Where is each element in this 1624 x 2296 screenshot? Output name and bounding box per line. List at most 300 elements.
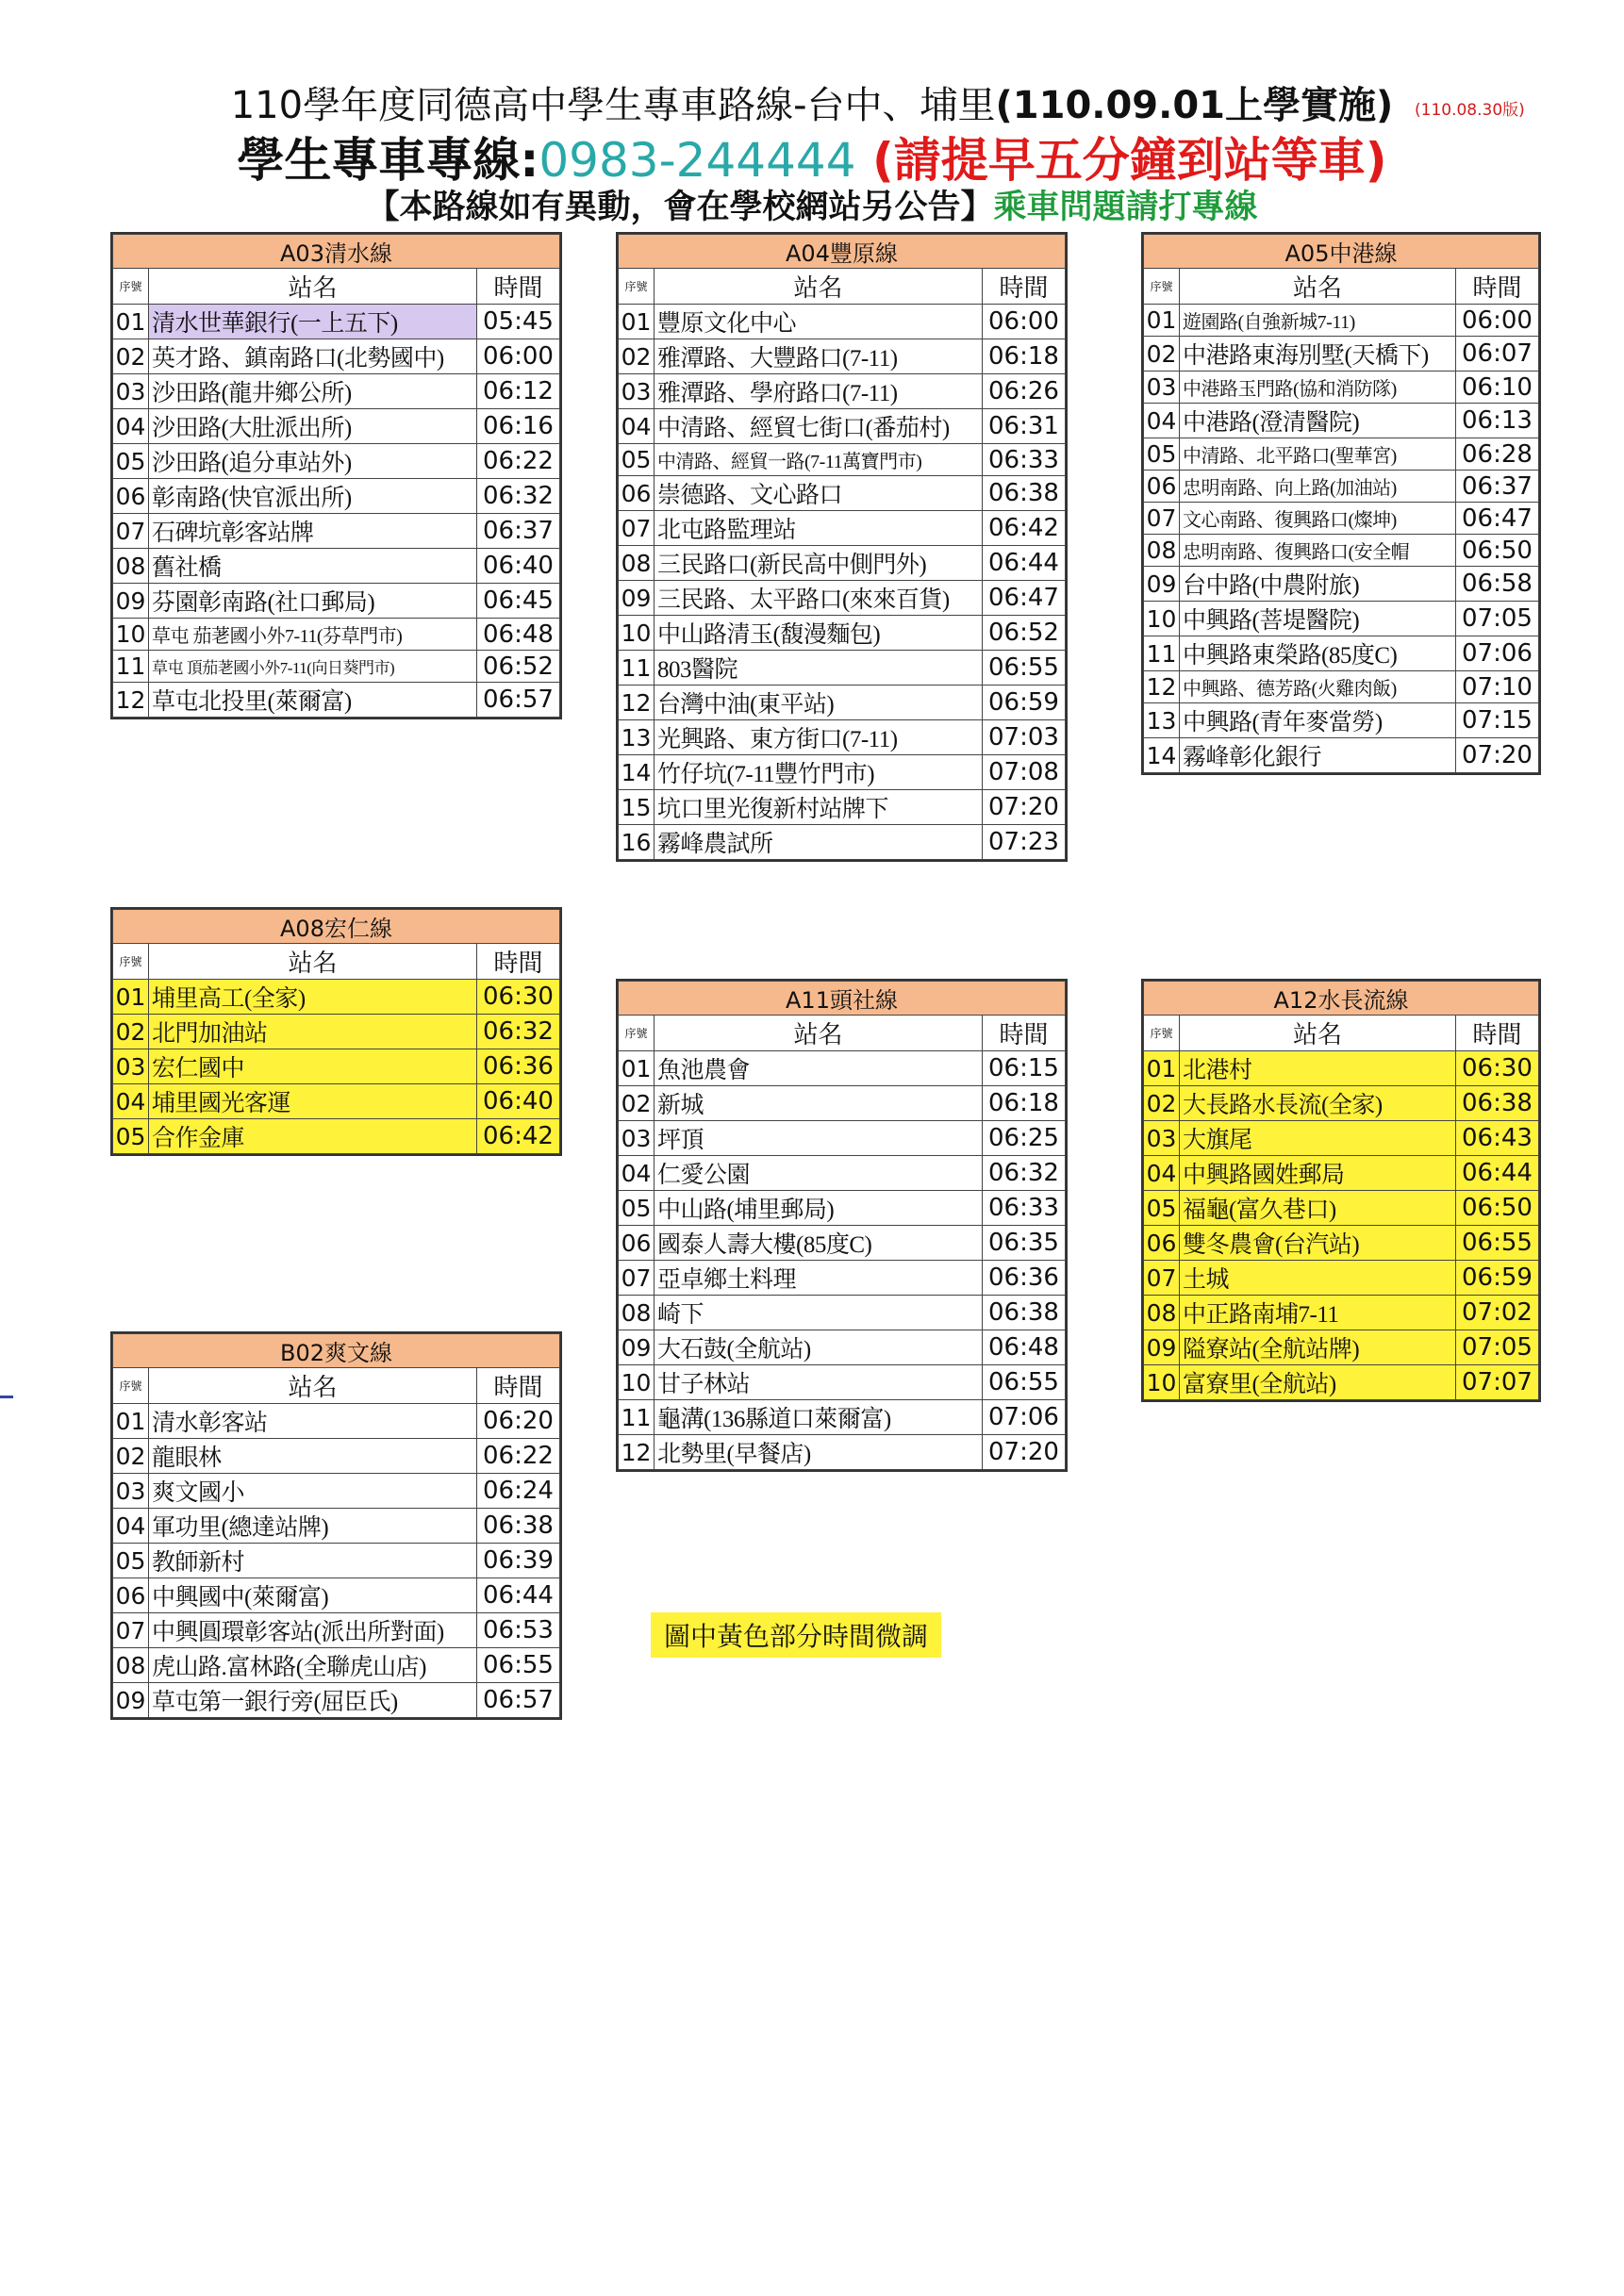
stop-time: 06:16: [476, 409, 559, 444]
stop-row: [619, 1330, 1066, 1365]
stop-column-header: 站名: [149, 1368, 477, 1404]
stop-row: [1144, 1261, 1539, 1296]
stop-time: 06:55: [476, 1648, 559, 1683]
stop-seq: 08: [1144, 535, 1180, 567]
stop-name: 魚池農會: [655, 1051, 983, 1086]
route-name: A03清水線: [113, 235, 560, 269]
stop-row: [619, 305, 1066, 339]
stop-time: 06:20: [476, 1404, 559, 1439]
stop-seq: 05: [619, 444, 655, 476]
stop-row: [619, 825, 1066, 860]
stop-name: 沙田路(大肚派出所): [149, 409, 477, 444]
column-header-row: [113, 944, 560, 980]
stop-name: 土城: [1180, 1261, 1456, 1296]
stop-name: 光興路、東方街口(7-11): [655, 720, 983, 755]
stop-row: [113, 514, 560, 549]
stop-column-header: 站名: [655, 1016, 983, 1051]
stop-column-header: 站名: [655, 269, 983, 305]
stop-name: 中港路玉門路(協和消防隊): [1180, 372, 1456, 404]
stop-time: 06:32: [476, 1015, 559, 1049]
stop-seq: 07: [113, 514, 149, 549]
stop-time: 06:00: [982, 305, 1065, 339]
stop-time: 06:37: [1455, 471, 1538, 503]
stop-row: [1144, 1051, 1539, 1086]
stop-seq: 04: [113, 1509, 149, 1544]
stop-time: 06:52: [476, 651, 559, 683]
stop-name: 草屯 頂茄荖國小外7-11(向日葵門市): [149, 651, 477, 683]
route-table-a11: [616, 979, 1068, 1472]
stop-seq: 08: [619, 1296, 655, 1330]
stop-time: 07:20: [1455, 738, 1538, 773]
stop-name: 中清路、北平路口(聖華宮): [1180, 438, 1456, 471]
stop-row: [113, 339, 560, 374]
stop-seq: 01: [1144, 305, 1180, 337]
stop-time: 07:05: [1455, 1330, 1538, 1365]
hotline-label: 學生專車專線:: [237, 133, 539, 188]
stop-row: [1144, 404, 1539, 438]
stop-column-header: 站名: [1180, 1016, 1456, 1051]
stop-seq: 09: [619, 1330, 655, 1365]
stop-time: 06:58: [1455, 567, 1538, 602]
stop-row: [1144, 1121, 1539, 1156]
stop-name: 中清路、經貿一路(7-11萬寶門市): [655, 444, 983, 476]
stop-row: [1144, 471, 1539, 503]
stop-row: [619, 581, 1066, 616]
stop-name: 豐原文化中心: [655, 305, 983, 339]
stop-name: 崎下: [655, 1296, 983, 1330]
seq-column-header: 序號: [113, 944, 149, 980]
stop-row: [619, 444, 1066, 476]
stop-seq: 02: [1144, 337, 1180, 372]
stop-name: 芬園彰南路(社口郵局): [149, 584, 477, 619]
stop-name: 埔里國光客運: [149, 1084, 477, 1119]
stop-row: [113, 479, 560, 514]
stop-time: 06:53: [476, 1613, 559, 1648]
route-grid: [618, 981, 1066, 1470]
stop-time: 07:02: [1455, 1296, 1538, 1330]
route-grid: [618, 234, 1066, 860]
stop-seq: 11: [619, 651, 655, 685]
time-column-header: 時間: [1455, 269, 1538, 305]
stop-row: [1144, 503, 1539, 535]
stop-row: [1144, 337, 1539, 372]
stop-row: [619, 616, 1066, 651]
route-name: A05中港線: [1144, 235, 1539, 269]
time-column-header: 時間: [476, 1368, 559, 1404]
stop-name: 中港路(澄清醫院): [1180, 404, 1456, 438]
stop-time: 07:10: [1455, 671, 1538, 703]
stop-row: [619, 755, 1066, 790]
seq-column-header: 序號: [619, 269, 655, 305]
stop-row: [619, 790, 1066, 825]
stop-column-header: 站名: [1180, 269, 1456, 305]
stop-name: 龍眼林: [149, 1439, 477, 1474]
stop-row: [113, 1439, 560, 1474]
stop-seq: 03: [1144, 372, 1180, 404]
stop-seq: 03: [619, 374, 655, 409]
stop-name: 雅潭路、學府路口(7-11): [655, 374, 983, 409]
stop-name: 福龜(富久巷口): [1180, 1191, 1456, 1226]
stop-time: 07:05: [1455, 602, 1538, 636]
stop-name: 草屯北投里(萊爾富): [149, 683, 477, 718]
stop-name: 竹仔坑(7-11豐竹門市): [655, 755, 983, 790]
stop-seq: 07: [1144, 1261, 1180, 1296]
stop-name: 台中路(中農附旅): [1180, 567, 1456, 602]
stop-row: [1144, 305, 1539, 337]
stop-seq: 03: [1144, 1121, 1180, 1156]
stop-seq: 02: [113, 1015, 149, 1049]
stop-name: 中興路(菩堤醫院): [1180, 602, 1456, 636]
stop-row: [619, 546, 1066, 581]
stop-seq: 05: [619, 1191, 655, 1226]
stop-row: [113, 1578, 560, 1613]
time-column-header: 時間: [982, 269, 1065, 305]
stop-row: [619, 685, 1066, 720]
stop-seq: 07: [113, 1613, 149, 1648]
stop-row: [113, 1613, 560, 1648]
stop-time: 06:52: [982, 616, 1065, 651]
column-header-row: [1144, 269, 1539, 305]
stop-name: 亞卓鄉土料理: [655, 1261, 983, 1296]
stop-seq: 09: [619, 581, 655, 616]
stop-row: [1144, 535, 1539, 567]
stop-seq: 01: [1144, 1051, 1180, 1086]
stop-time: 07:06: [1455, 636, 1538, 671]
stop-row: [1144, 372, 1539, 404]
stop-seq: 04: [1144, 1156, 1180, 1191]
stop-name: 中港路東海別墅(天橋下): [1180, 337, 1456, 372]
version-label: (110.08.30版): [1415, 101, 1525, 120]
route-name: A11頭社線: [619, 982, 1066, 1016]
stop-seq: 01: [619, 1051, 655, 1086]
notice-line: [0, 181, 1624, 228]
stop-time: 06:33: [982, 444, 1065, 476]
stop-row: [1144, 1296, 1539, 1330]
stop-seq: 07: [619, 511, 655, 546]
stop-time: 06:45: [476, 584, 559, 619]
stop-time: 06:12: [476, 374, 559, 409]
stop-time: 06:47: [1455, 503, 1538, 535]
stop-row: [113, 549, 560, 584]
time-column-header: 時間: [476, 944, 559, 980]
highlight-note: 圖中黃色部分時間微調: [651, 1612, 941, 1658]
route-grid: [112, 909, 560, 1154]
stop-seq: 08: [113, 1648, 149, 1683]
stop-name: 英才路、鎮南路口(北勢國中): [149, 339, 477, 374]
hotline-number: 0983-244444: [539, 133, 856, 188]
stop-row: [113, 1509, 560, 1544]
stop-row: [113, 1404, 560, 1439]
stop-time: 06:30: [1455, 1051, 1538, 1086]
seq-column-header: 序號: [1144, 269, 1180, 305]
stop-name: 坑口里光復新村站牌下: [655, 790, 983, 825]
stop-name: 北門加油站: [149, 1015, 477, 1049]
stop-seq: 08: [619, 546, 655, 581]
stop-row: [1144, 636, 1539, 671]
stop-time: 06:30: [476, 980, 559, 1015]
stop-seq: 07: [1144, 503, 1180, 535]
stop-row: [619, 1226, 1066, 1261]
stop-seq: 06: [113, 1578, 149, 1613]
stop-row: [113, 584, 560, 619]
stop-time: 06:10: [1455, 372, 1538, 404]
stop-seq: 14: [1144, 738, 1180, 773]
stop-seq: 11: [113, 651, 149, 683]
stop-name: 中山路(埔里郵局): [655, 1191, 983, 1226]
route-table-b02: [110, 1331, 562, 1720]
stop-row: [113, 683, 560, 718]
stop-time: 06:55: [1455, 1226, 1538, 1261]
stop-name: 新城: [655, 1086, 983, 1121]
stop-time: 06:22: [476, 444, 559, 479]
stop-time: 06:32: [476, 479, 559, 514]
stop-seq: 09: [113, 1683, 149, 1718]
stop-time: 06:36: [982, 1261, 1065, 1296]
stop-row: [619, 1400, 1066, 1435]
stop-row: [113, 1049, 560, 1084]
seq-column-header: 序號: [619, 1016, 655, 1051]
stop-seq: 04: [619, 1156, 655, 1191]
stop-time: 06:43: [1455, 1121, 1538, 1156]
stop-seq: 02: [113, 339, 149, 374]
stop-time: 06:44: [1455, 1156, 1538, 1191]
stop-row: [619, 1261, 1066, 1296]
stop-name: 北屯路監理站: [655, 511, 983, 546]
notice-text: 【本路線如有異動，會在學校網站另公告】: [366, 189, 994, 226]
stop-name: 三民路、太平路口(來來百貨): [655, 581, 983, 616]
stop-seq: 06: [1144, 1226, 1180, 1261]
stop-seq: 12: [113, 683, 149, 718]
stop-seq: 01: [113, 980, 149, 1015]
stop-name: 霧峰農試所: [655, 825, 983, 860]
stop-time: 07:07: [1455, 1365, 1538, 1400]
stop-name: 隘寮站(全航站牌): [1180, 1330, 1456, 1365]
stop-time: 06:18: [982, 1086, 1065, 1121]
stop-time: 06:44: [476, 1578, 559, 1613]
stop-time: 06:44: [982, 546, 1065, 581]
stop-time: 06:36: [476, 1049, 559, 1084]
stop-row: [619, 1086, 1066, 1121]
stop-time: 06:40: [476, 1084, 559, 1119]
stop-row: [113, 1683, 560, 1718]
stop-name: 中興圓環彰客站(派出所對面): [149, 1613, 477, 1648]
stop-row: [619, 511, 1066, 546]
stop-name: 軍功里(總達站牌): [149, 1509, 477, 1544]
stop-seq: 02: [619, 339, 655, 374]
stop-seq: 10: [113, 619, 149, 651]
stop-time: 07:23: [982, 825, 1065, 860]
stop-seq: 02: [619, 1086, 655, 1121]
stop-name: 仁愛公園: [655, 1156, 983, 1191]
stop-name: 教師新村: [149, 1544, 477, 1578]
stop-time: 06:50: [1455, 1191, 1538, 1226]
stop-seq: 05: [1144, 1191, 1180, 1226]
stop-seq: 11: [1144, 636, 1180, 671]
stop-name: 中興路(青年麥當勞): [1180, 703, 1456, 738]
stop-name: 甘子林站: [655, 1365, 983, 1400]
stop-row: [619, 374, 1066, 409]
route-table-a03: [110, 232, 562, 719]
stop-row: [113, 305, 560, 339]
stop-name: 中興路東榮路(85度C): [1180, 636, 1456, 671]
stop-seq: 15: [619, 790, 655, 825]
stop-row: [1144, 1226, 1539, 1261]
stop-time: 06:38: [982, 476, 1065, 511]
route-name: A04豐原線: [619, 235, 1066, 269]
stop-row: [1144, 738, 1539, 773]
stop-time: 06:38: [1455, 1086, 1538, 1121]
stop-seq: 06: [113, 479, 149, 514]
stop-seq: 05: [113, 1119, 149, 1154]
stop-name: 三民路口(新民高中側門外): [655, 546, 983, 581]
stop-row: [619, 1435, 1066, 1470]
column-header-row: [113, 1368, 560, 1404]
stop-row: [113, 1015, 560, 1049]
stop-time: 05:45: [476, 305, 559, 339]
stop-row: [113, 444, 560, 479]
stop-name: 霧峰彰化銀行: [1180, 738, 1456, 773]
stop-time: 06:55: [982, 651, 1065, 685]
stop-time: 06:59: [1455, 1261, 1538, 1296]
stop-time: 06:31: [982, 409, 1065, 444]
route-grid: [1143, 981, 1539, 1400]
stop-name: 草屯第一銀行旁(屈臣氏): [149, 1683, 477, 1718]
stop-name: 大石鼓(全航站): [655, 1330, 983, 1365]
stop-name: 大長路水長流(全家): [1180, 1086, 1456, 1121]
stop-time: 06:33: [982, 1191, 1065, 1226]
stop-row: [1144, 602, 1539, 636]
stop-time: 06:15: [982, 1051, 1065, 1086]
stop-time: 07:15: [1455, 703, 1538, 738]
stop-time: 06:48: [982, 1330, 1065, 1365]
stop-row: [1144, 1330, 1539, 1365]
stop-time: 06:25: [982, 1121, 1065, 1156]
stop-name: 803醫院: [655, 651, 983, 685]
stop-row: [619, 1191, 1066, 1226]
stop-time: 06:57: [476, 1683, 559, 1718]
stop-seq: 10: [619, 616, 655, 651]
route-name: A08宏仁線: [113, 910, 560, 944]
seq-column-header: 序號: [1144, 1016, 1180, 1051]
stop-name: 中清路、經貿七街口(番茄村): [655, 409, 983, 444]
route-table-a05: [1141, 232, 1541, 775]
stop-seq: 12: [1144, 671, 1180, 703]
stop-name: 崇德路、文心路口: [655, 476, 983, 511]
stop-row: [1144, 1191, 1539, 1226]
route-grid: [112, 1333, 560, 1718]
stop-row: [1144, 671, 1539, 703]
stop-seq: 03: [113, 1474, 149, 1509]
stop-time: 06:57: [476, 683, 559, 718]
stop-time: 06:38: [982, 1296, 1065, 1330]
stop-time: 07:20: [982, 1435, 1065, 1470]
stop-time: 06:39: [476, 1544, 559, 1578]
scan-edge-mark: [0, 1396, 13, 1398]
stop-row: [619, 476, 1066, 511]
stop-seq: 01: [113, 305, 149, 339]
stop-seq: 03: [619, 1121, 655, 1156]
stop-name: 大旗尾: [1180, 1121, 1456, 1156]
stop-row: [113, 1544, 560, 1578]
stop-row: [619, 1296, 1066, 1330]
stop-row: [113, 980, 560, 1015]
stop-name: 中興路、德芳路(火雞肉飯): [1180, 671, 1456, 703]
stop-row: [619, 720, 1066, 755]
stop-name: 中興國中(萊爾富): [149, 1578, 477, 1613]
time-column-header: 時間: [1455, 1016, 1538, 1051]
stop-seq: 06: [1144, 471, 1180, 503]
stop-time: 06:35: [982, 1226, 1065, 1261]
stop-name: 彰南路(快官派出所): [149, 479, 477, 514]
stop-name: 台灣中油(東平站): [655, 685, 983, 720]
stop-name: 沙田路(追分車站外): [149, 444, 477, 479]
stop-time: 06:00: [1455, 305, 1538, 337]
stop-name: 忠明南路、復興路口(安全帽: [1180, 535, 1456, 567]
stop-name: 中山路清玉(馥漫麵包): [655, 616, 983, 651]
stop-name: 清水彰客站: [149, 1404, 477, 1439]
stop-seq: 01: [619, 305, 655, 339]
stop-time: 07:20: [982, 790, 1065, 825]
stop-seq: 09: [1144, 567, 1180, 602]
stop-time: 06:18: [982, 339, 1065, 374]
stop-name: 埔里高工(全家): [149, 980, 477, 1015]
stop-row: [619, 1051, 1066, 1086]
stop-name: 清水世華銀行(一上五下): [149, 305, 477, 339]
stop-seq: 04: [113, 1084, 149, 1119]
stop-time: 07:06: [982, 1400, 1065, 1435]
stop-column-header: 站名: [149, 944, 477, 980]
notice-green-text: 乘車問題請打專線: [993, 189, 1258, 226]
time-column-header: 時間: [982, 1016, 1065, 1051]
stop-seq: 08: [113, 549, 149, 584]
stop-time: 06:07: [1455, 337, 1538, 372]
stop-seq: 12: [619, 1435, 655, 1470]
stop-name: 沙田路(龍井鄉公所): [149, 374, 477, 409]
stop-time: 06:38: [476, 1509, 559, 1544]
stop-seq: 11: [619, 1400, 655, 1435]
stop-seq: 06: [619, 476, 655, 511]
stop-row: [1144, 1365, 1539, 1400]
stop-seq: 10: [1144, 602, 1180, 636]
stop-seq: 04: [1144, 404, 1180, 438]
stop-seq: 14: [619, 755, 655, 790]
stop-seq: 10: [1144, 1365, 1180, 1400]
stop-seq: 05: [113, 1544, 149, 1578]
stop-name: 合作金庫: [149, 1119, 477, 1154]
stop-time: 06:42: [476, 1119, 559, 1154]
stop-name: 舊社橋: [149, 549, 477, 584]
stop-seq: 07: [619, 1261, 655, 1296]
stop-seq: 04: [113, 409, 149, 444]
stop-row: [619, 1365, 1066, 1400]
hotline-notice: (請提早五分鐘到站等車): [871, 133, 1387, 188]
stop-name: 文心南路、復興路口(燦坤): [1180, 503, 1456, 535]
stop-seq: 03: [113, 1049, 149, 1084]
stop-time: 06:00: [476, 339, 559, 374]
route-grid: [112, 234, 560, 718]
stop-row: [1144, 703, 1539, 738]
stop-time: 07:03: [982, 720, 1065, 755]
stop-row: [113, 1119, 560, 1154]
stop-name: 雙冬農會(台汽站): [1180, 1226, 1456, 1261]
stop-row: [113, 409, 560, 444]
stop-time: 06:55: [982, 1365, 1065, 1400]
stop-name: 北港村: [1180, 1051, 1456, 1086]
stop-time: 06:22: [476, 1439, 559, 1474]
stop-time: 06:37: [476, 514, 559, 549]
stop-name: 爽文國小: [149, 1474, 477, 1509]
column-header-row: [1144, 1016, 1539, 1051]
